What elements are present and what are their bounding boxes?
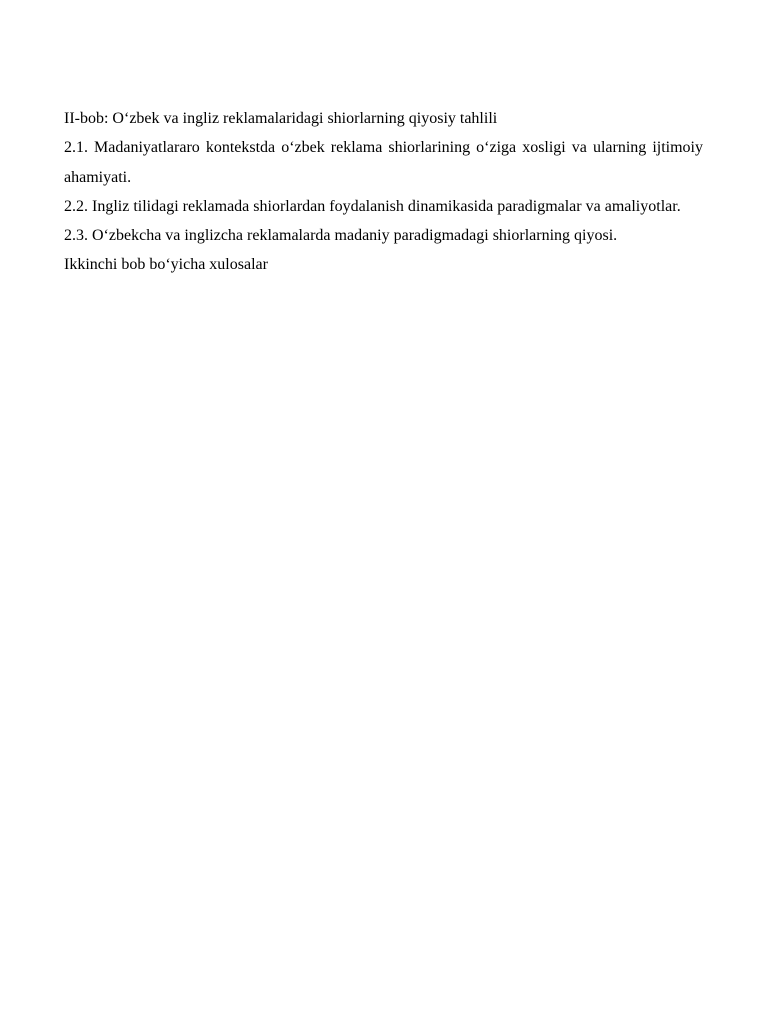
chapter-heading: II-bob: O‘zbek va ingliz reklamalaridagi shiorlarning qiyosiy tahlili — [64, 110, 498, 127]
section-2-2: 2.2. Ingliz tilidagi reklamada shiorlardan foydalanish dinamikasida paradigmalar va amaliyotlar. — [64, 197, 681, 215]
section-2-3: 2.3. O‘zbekcha va inglizcha reklamalarda madaniy paradigmadagi shiorlarning qiyosi. — [64, 227, 618, 245]
table-of-contents — [64, 104, 703, 280]
section-2-1: 2.1. Madaniyatlararo kontekstda o‘zbek reklama shiorlarining o‘ziga xosligi va ularning ijtimoiy ahamiyati. — [64, 139, 703, 186]
chapter-conclusion: Ikkinchi bob bo‘yicha xulosalar — [64, 256, 268, 274]
